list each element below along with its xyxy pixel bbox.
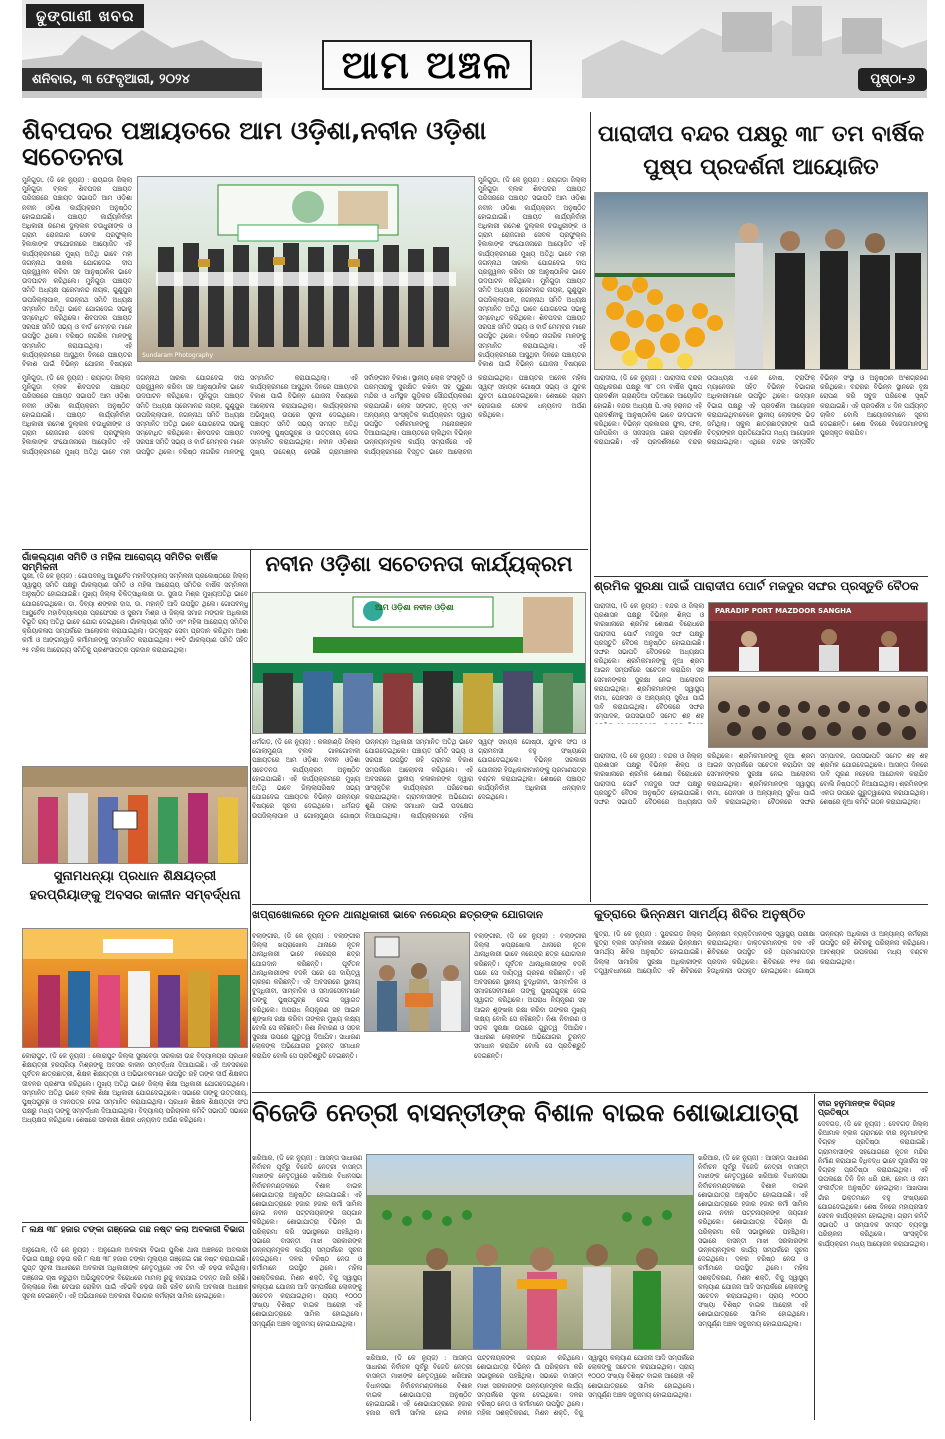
ganja-body: ଅନୁଗୋଳ, (ଡି କେ ନ୍ୟୁଜ) : ଅନୁଗୋଳ ଅବକାରୀ ବିଭାଗ ପୁଲିଶ ଥାନା ଅଞ୍ଚଳରେ ଅବକାରୀ ବିଭାଗ ପକ୍ଷରୁ ଚଢ଼ଉ କରି ୮ ଲକ୍ଷ ୩୮ ହଜାର ଟଙ୍କା ମୂଲ୍ୟର ଗଞ୍ଜେଇ ଗଛ ନଷ୍ଟ କରାଯାଇଛି। ଗୁପ୍ତ ସୂଚନା ଆଧାରରେ ଅବକାରୀ ଅଧିକାରୀଙ୍କ ନେତୃତ୍ୱରେ ଏକ ଟିମ ଏହି ଚଢ଼ଉ କରିଥିଲା। ଗଞ୍ଜେଇ ଚାଷ କରୁଥିବା ଅଭିଯୁକ୍ତଙ୍କ ବିରୋଧରେ ମାମଲା ରୁଜୁ କରାଯାଇ ତଦନ୍ତ ଜାରି ରହିଛି। ଜିଲ୍ଲାରେ ନିଶା ବେପାର ରୋକିବା ପାଇଁ ଏହିଭଳି ଚଢ଼ଉ ଜାରି ରହିବ ବୋଲି ଅବକାରୀ ଅଧୀକ୍ଷକ ସୂଚନା ଦେଇଛନ୍ତି। ଏହି ଅଭିଯାନରେ ଅବକାରୀ ବିଭାଗର କର୍ମଚାରୀ ସାମିଲ ହୋଇଥିଲେ।: [22, 1247, 248, 1301]
page-number: ପୃଷ୍ଠା-୬: [858, 68, 927, 91]
bijd-rally-headline: ବିଜେଡି ନେତ୍ରୀ ବାସନ୍ତୀଙ୍କ ବିଶାଳ ବାଇକ ଶୋଭାଯାତ୍ରା: [252, 1098, 799, 1127]
shramik-body-top: ପାରାଦୀପ, (ଡି କେ ନ୍ୟୁଜ) : ବନ୍ଦର ଓ ଜିଲ୍ଲା ପ୍ରଶାସନ ପକ୍ଷରୁ ବିଭିନ୍ନ ଶିଳ୍ପ ଓ କାରଖାନାରେ ଶ୍ରମିକ ଶୋଷଣ ବିରୋଧରେ ପାରାଦୀପ ପୋର୍ଟ ମଜଦୁର ସଙ୍ଘ ପକ୍ଷରୁ ପ୍ରସ୍ତୁତି ବୈଠକ ଅନୁଷ୍ଠିତ ହୋଇଯାଇଛି। ସଙ୍ଘର ସଭାପତି ବୈଠକରେ ଅଧ୍ୟକ୍ଷତା କରିଥିଲେ। ଶ୍ରମିକମାନଙ୍କୁ ନୂଆ ଶ୍ରମ ଆଇନ ସମ୍ପର୍କରେ ସଚେତନ କରାଯିବା ସହ ସେମାନଙ୍କର ସୁରକ୍ଷା ନେଇ ଆଲୋଚନା କରାଯାଇଥିଲା। ଶ୍ରମିକମାନଙ୍କ ସ୍ୱାସ୍ଥ୍ୟ ବୀମା, ପେନସନ ଓ ଅନ୍ୟାନ୍ୟ ସୁବିଧା ପାଇଁ ଦାବି କରାଯାଇଥିଲା। ବୈଠକରେ ସଙ୍ଘର ସମ୍ପାଦକ, ଉପସଭାପତି ସମେତ ଶହ ଶହ: [594, 603, 704, 721]
rule-horizontal-4: [252, 1092, 928, 1093]
rule-vertical-3: [814, 1094, 815, 1420]
navin-odisha-body: ଧର୍ମଗଡ଼, (ଡି କେ ନ୍ୟୁଜ) : କଳାହାଣ୍ଡି ଜିଲ୍ଲା ଗୋଲାମୁଣ୍ଡା ବ୍ଲକ ଗାଳଗୋବାଳୀ ପଞ୍ଚାୟତରେ ଆମ ଓଡ଼ିଶା ନବୀନ ଓଡ଼ିଶା ସଚେତନତା କାର୍ଯ୍ୟକ୍ରମ ଅନୁଷ୍ଠିତ ହୋଇଯାଇଛି। ଏହି କାର୍ଯ୍ୟକ୍ରମରେ ମୁଖ୍ୟ ଅତିଥି ଭାବେ ଜିଲ୍ଲାପରିଷଦ ସଭ୍ୟ ଯୋଗଦେଇ ପଞ୍ଚାୟତର ବିଭିନ୍ନ ଉନ୍ନୟନ ବିଷୟରେ ସୂଚନା ଦେଇଥିଲେ। ଧର୍ମଗଡ଼ ଉପଜିଲ୍ଲାପାଳ ଓ ଗୋଲାମୁଣ୍ଡା ଗୋଷ୍ଠୀ ଉନ୍ନୟନ ଅଧିକାରୀ ସମ୍ମାନିତ ଅତିଥି ଭାବେ ଯୋଗଦେଇଥିଲେ। ପଞ୍ଚାୟତ ସମିତି ସଭ୍ୟ ଓ ସରପଞ୍ଚ ଉପସ୍ଥିତ ରହି ଗ୍ରାମର ବିକାଶ ସମ୍ପର୍କରେ ଆଲୋଚନା କରିଥିଲେ। ଏହି ଅବସରରେ ସ୍ଥାନୀୟ କଳାକାରଙ୍କ ଦ୍ୱାରା ସାଂସ୍କୃତିକ କାର୍ଯ୍ୟକ୍ରମ ପରିବେଷଣ କରାଯାଇଥିଲା। ଗ୍ରାମବାସୀଙ୍କ ଅଭିଯୋଗ ଶୁଣି ତାହାର ସମାଧାନ ପାଇଁ ପଦକ୍ଷେପ ନିଆଯାଇଥିଲା। କାର୍ଯ୍ୟକ୍ରମରେ ମହିଳା ସ୍ୱୟଂ ସହାୟକ ଗୋଷ୍ଠୀ, ଯୁବକ ସଂଘ ଓ ଗ୍ରାମବାସୀ ବହୁ ସଂଖ୍ୟାରେ ଯୋଗଦେଇଥିଲେ। ବିଭିନ୍ନ ସରକାରୀ ଯୋଜନାର ହିତାଧିକାରୀମାନଙ୍କୁ ପ୍ରମାଣପତ୍ର ବଣ୍ଟନ କରାଯାଇଥିଲା। ଶେଷରେ ପଞ୍ଚାୟତ କାର୍ଯ୍ୟନିର୍ବାହୀ ଅଧିକାରୀ ଧନ୍ୟବାଦ ଦେଇଥିଲେ।: [252, 739, 586, 820]
bijd-rally-body-right: ଖରିଆର, (ଡି କେ ନ୍ୟୁଜ) : ଆସନ୍ତା ସାଧାରଣ ନିର୍ବାଚନ ପୂର୍ବରୁ ବିଜେଡି ନେତ୍ରୀ ବାସନ୍ତୀ ମାଝୀଙ୍କ ନେତୃତ୍ୱରେ ଖରିଆର ବିଧାନସଭା ନିର୍ବାଚନମଣ୍ଡଳୀରେ ବିଶାଳ ବାଇକ ଶୋଭାଯାତ୍ରା ଅନୁଷ୍ଠିତ ହୋଇଯାଇଛି। ଏହି ଶୋଭାଯାତ୍ରାରେ ହଜାର ହଜାର କର୍ମୀ ସାମିଲ ହୋଇ ନବୀନ ପଟ୍ଟନାୟକଙ୍କ ଜୟଗାନ କରିଥିଲେ। ଶୋଭାଯାତ୍ରା ବିଭିନ୍ନ ଗାଁ ପରିକ୍ରମା କରି ସଭାସ୍ଥଳରେ ପହଞ୍ଚିଥିଲା। ସଭାରେ ବାସନ୍ତୀ ମାଝୀ ସରକାରଙ୍କ ଉନ୍ନୟନମୂଳକ କାର୍ଯ୍ୟ ସମ୍ପର୍କରେ ସୂଚନା ଦେଇଥିଲେ। ଦଳର ବରିଷ୍ଠ ନେତା ଓ କର୍ମୀମାନେ ଉପସ୍ଥିତ ଥିଲେ। ମହିଳା ସଶକ୍ତିକରଣ, ମିଶନ ଶକ୍ତି, ବିଜୁ ସ୍ୱାସ୍ଥ୍ୟ କଲ୍ୟାଣ ଯୋଜନା ଆଦି ସମ୍ପର୍କରେ ଲୋକଙ୍କୁ ସଚେତନ କରାଯାଇଥିଲା। ପ୍ରାୟ ୧୦୦୦ ସଂଖ୍ୟା ବିଶିଷ୍ଟ ବାଇକ ଆରୋହୀ ଏହି ଶୋଭାଯାତ୍ରାରେ ସାମିଲ ହୋଇଥିଲେ। ସମ୍ପୂର୍ଣ୍ଣ ଅଞ୍ଚଳ ସବୁଜମୟ ହୋଇଯାଇଥିଲା।: [698, 1155, 808, 1328]
paradip-flower-body: ପାରାଦୀପ, (ଡି କେ ନ୍ୟୁଜ) : ପାରାଦୀପ ବନ୍ଦର ପ୍ରାଧିକରଣ ପକ୍ଷରୁ ୩୮ ତମ ବାର୍ଷିକ ପୁଷ୍ପ ପ୍ରଦର୍ଶନୀ ଗ୍ରାଣ୍ଡିଆ ପଡ଼ିଆରେ ଆୟୋଜିତ ହୋଇଛି। ବନ୍ଦର ଅଧ୍ୟକ୍ଷ ପି.ଏଲ୍ ହରାନନ୍ଦ ଏହି ପ୍ରଦର୍ଶନୀକୁ ଆନୁଷ୍ଠାନିକ ଭାବେ ଉଦଘାଟନ କରିଥିଲେ। ବିଭିନ୍ନ ପ୍ରକାରର ଫୁଲ, ଫଳ, ପନିପରିବା ଓ ସଜସଜ୍ଜା ଗଛର ପ୍ରଦର୍ଶନ କରାଯାଇଛି। ଏହି ପ୍ରଦର୍ଶନୀରେ ବନ୍ଦର ଉପାଧ୍ୟକ୍ଷ ଏ.କେ ବୋଷ, ଟ୍ରାଫିକ୍ ମ୍ୟାନେଜର ସହିତ ବିଭିନ୍ନ ବିଭାଗର ଅଧିକାରୀମାନେ ଉପସ୍ଥିତ ଥିଲେ। ଉଦ୍ୟାନ ବିଭାଗ ପକ୍ଷରୁ ଏହି ପ୍ରଦର୍ଶନୀ ଆୟୋଜନ କରାଯାଇଥିବାବେଳେ ସ୍ଥାନୀୟ ଲୋକଙ୍କ ଭିଡ଼ ଜମିଥିଲା। ସ୍କୁଲ ଛାତ୍ରଛାତ୍ରୀଙ୍କ ପାଇଁ ଚିତ୍ରାଙ୍କନ ପ୍ରତିଯୋଗିତା ମଧ୍ୟ ଆୟୋଜନ କରାଯାଇଥିଲା। ଏଥିରେ ବନ୍ଦର ସମ୍ପର୍କିତ ବିଭିନ୍ନ ସଂସ୍ଥା ଓ ଅନୁଷ୍ଠାନ ଅଂଶଗ୍ରହଣ କରିଥିଲେ। ବନ୍ଦରର ବିଭିନ୍ନ ସ୍ଥାନରେ ବୃକ୍ଷ ରୋପଣ କରି ସବୁଜ ପରିବେଶ ସୃଷ୍ଟି କରାଯାଇଛି। ଏହି ପ୍ରଦର୍ଶନୀ ୪ ଦିନ ପର୍ଯ୍ୟନ୍ତ ଚାଲିବ ବୋଲି ଆୟୋଜକମାନେ ସୂଚନା ଦେଇଛନ୍ତି। ଶେଷ ଦିନରେ ବିଜେତାମାନଙ୍କୁ ପୁରସ୍କୃତ କରାଯିବ।: [594, 375, 928, 447]
sunamadhyama-photo: [22, 928, 248, 1048]
section-title: ଆମ ଅଞ୍ଚଳ: [322, 40, 532, 90]
navin-odisha-headline: ନବୀନ ଓଡ଼ିଶା ସଚେତନତା କାର୍ଯ୍ୟକ୍ରମ: [265, 552, 573, 576]
paradip-flower-headline: ପାରାଦୀପ ବନ୍ଦର ପକ୍ଷରୁ ୩୮ ତମ ବାର୍ଷିକ ପୁଷ୍ପ ପ୍ରଦର୍ଶନୀ ଆୟୋଜିତ: [597, 122, 925, 180]
kuttrarae-body: କୁତ୍ରା, (ଡି କେ ନ୍ୟୁଜ) : ସୁନ୍ଦରଗଡ଼ ଜିଲ୍ଲା କୁତ୍ରା ବ୍ଲକ ସମ୍ମିଳନୀ କକ୍ଷରେ ଭିନ୍ନକ୍ଷମ ସାମର୍ଥ୍ୟ ଶିବିର ଅନୁଷ୍ଠିତ ହୋଇଯାଇଛି। ଜିଲ୍ଲା ସାମାଜିକ ସୁରକ୍ଷା ଅଧିକାରୀଙ୍କ ତତ୍ତ୍ୱାବଧାନରେ ଆୟୋଜିତ ଏହି ଶିବିରରେ ଭିନ୍ନକ୍ଷମ ବ୍ୟକ୍ତିମାନଙ୍କ ସ୍ୱାସ୍ଥ୍ୟ ପରୀକ୍ଷା କରାଯାଇଥିଲା। ଡାକ୍ତରମାନଙ୍କ ଦଳ ଏହି ଶିବିରରେ ଉପସ୍ଥିତ ରହି ପ୍ରମାଣପତ୍ର ପ୍ରଦାନ କରିଥିଲେ। ଶିବିରରେ ୧୨୫ ଜଣ ହିତାଧିକାରୀ ଉପକୃତ ହୋଇଥିଲେ। ଗୋଷ୍ଠୀ ଉନ୍ନୟନ ଅଧିକାରୀ ଓ ଅନ୍ୟାନ୍ୟ କର୍ମଚାରୀ ଉପସ୍ଥିତ ରହି ଶିବିରକୁ ପରିଚାଳନା କରିଥିଲେ। ଆବଶ୍ୟକ ଉପକରଣ ମଧ୍ୟ ବଣ୍ଟନ କରାଯାଇଥିଲା।: [594, 931, 928, 975]
khaprakhol-body-left: ବଲାଙ୍ଗୀର, (ଡି କେ ନ୍ୟୁଜ) : ବଲାଙ୍ଗୀର ଜିଲ୍ଲା ଖପ୍ରାଖୋଲ ଥାନାରେ ନୂତନ ଥାନାଧିକାରୀ ଭାବେ ନରେନ୍ଦ୍ର ଛତ୍ର ଯୋଗଦାନ କରିଛନ୍ତି। ପୂର୍ବତନ ଥାନାଧିକାରୀଙ୍କ ବଦଳି ପରେ ସେ ଦାୟିତ୍ୱ ଗ୍ରହଣ କରିଛନ୍ତି। ଏହି ଅବସରରେ ସ୍ଥାନୀୟ ବୁଦ୍ଧିଜୀବୀ, ସାମ୍ବାଦିକ ଓ ସମାଜସେବୀମାନେ ତାଙ୍କୁ ପୁଷ୍ପଗୁଚ୍ଛ ଦେଇ ସ୍ୱାଗତ କରିଥିଲେ। ଅପରାଧ ନିୟନ୍ତ୍ରଣ ସହ ଆଇନ ଶୃଙ୍ଖଳା ରକ୍ଷା କରିବା ତାଙ୍କର ମୁଖ୍ୟ ଲକ୍ଷ୍ୟ ବୋଲି ସେ କହିଛନ୍ତି। ନିଶା ନିବାରଣ ଓ ସଡ଼କ ସୁରକ୍ଷା ଉପରେ ଗୁରୁତ୍ୱ ଦିଆଯିବ। ସାଧାରଣ ଲୋକଙ୍କ ଅଭିଯୋଗର ତୁରନ୍ତ ସମାଧାନ କରାଯିବ ବୋଲି ସେ ପ୍ରତିଶ୍ରୁତି ଦେଇଛନ୍ତି।: [252, 933, 360, 1060]
hanuman-body: ଦେବଗଡ଼, (ଡି କେ ନ୍ୟୁଜ) : ଦେବଗଡ଼ ଜିଲ୍ଲା ରିଆମାଳ ବ୍ଲକ ଗ୍ରାମରେ ବୀର ହନୁମାନଙ୍କ ବିଗ୍ରହ ପ୍ରତିଷ୍ଠା କରାଯାଇଛି। ଗ୍ରାମବାସୀଙ୍କ ସହଯୋଗରେ ନୂତନ ମନ୍ଦିର ନିର୍ମାଣ କରାଯାଇ ବିଧିବଦ୍ଧ ଭାବେ ପୂଜାର୍ଚ୍ଚନା ସହ ବିଗ୍ରହ ପ୍ରତିଷ୍ଠା କରାଯାଇଥିଲା। ଏହି ଉପଲକ୍ଷେ ତିନି ଦିନ ଧରି ଯଜ୍ଞ, ହୋମ ଓ ନାମ ସଂକୀର୍ତ୍ତନ ଅନୁଷ୍ଠିତ ହୋଇଥିଲା। ଆଖପାଖ ଗାଁର ଭକ୍ତମାନେ ବହୁ ସଂଖ୍ୟାରେ ଯୋଗଦେଇଥିଲେ। ଶେଷ ଦିନରେ ମହାପ୍ରସାଦ ସେବନ କାର୍ଯ୍ୟକ୍ରମ ହୋଇଥିଲା। ଗ୍ରାମ କମିଟି ସଭାପତି ଓ ସମ୍ପାଦକ ସମସ୍ତ ବ୍ୟବସ୍ଥା ପରିଚାଳନା କରିଥିଲେ। ସାଂସ୍କୃତିକ କାର୍ଯ୍ୟକ୍ରମ ମଧ୍ୟ ଆୟୋଜନ କରାଯାଇଥିଲା।: [818, 1121, 928, 1248]
bijd-rally-body-bottom: ଖରିଆର, (ଡି କେ ନ୍ୟୁଜ) : ଆସନ୍ତା ସାଧାରଣ ନିର୍ବାଚନ ପୂର୍ବରୁ ବିଜେଡି ନେତ୍ରୀ ବାସନ୍ତୀ ମାଝୀଙ୍କ ନେତୃତ୍ୱରେ ଖରିଆର ବିଧାନସଭା ନିର୍ବାଚନମଣ୍ଡଳୀରେ ବିଶାଳ ବାଇକ ଶୋଭାଯାତ୍ରା ଅନୁଷ୍ଠିତ ହୋଇଯାଇଛି। ଏହି ଶୋଭାଯାତ୍ରାରେ ହଜାର ହଜାର କର୍ମୀ ସାମିଲ ହୋଇ ନବୀନ ପଟ୍ଟନାୟକଙ୍କ ଜୟଗାନ କରିଥିଲେ। ଶୋଭାଯାତ୍ରା ବିଭିନ୍ନ ଗାଁ ପରିକ୍ରମା କରି ସଭାସ୍ଥଳରେ ପହଞ୍ଚିଥିଲା। ସଭାରେ ବାସନ୍ତୀ ମାଝୀ ସରକାରଙ୍କ ଉନ୍ନୟନମୂଳକ କାର୍ଯ୍ୟ ସମ୍ପର୍କରେ ସୂଚନା ଦେଇଥିଲେ। ଦଳର ବରିଷ୍ଠ ନେତା ଓ କର୍ମୀମାନେ ଉପସ୍ଥିତ ଥିଲେ। ମହିଳା ସଶକ୍ତିକରଣ, ମିଶନ ଶକ୍ତି, ବିଜୁ ସ୍ୱାସ୍ଥ୍ୟ କଲ୍ୟାଣ ଯୋଜନା ଆଦି ସମ୍ପର୍କରେ ଲୋକଙ୍କୁ ସଚେତନ କରାଯାଇଥିଲା। ପ୍ରାୟ ୧୦୦୦ ସଂଖ୍ୟା ବିଶିଷ୍ଟ ବାଇକ ଆରୋହୀ ଏହି ଶୋଭାଯାତ୍ରାରେ ସାମିଲ ହୋଇଥିଲେ। ସମ୍ପୂର୍ଣ୍ଣ ଅଞ୍ଚଳ ସବୁଜମୟ ହୋଇଯାଇଥିଲା।: [366, 1355, 694, 1418]
shramik-photo-top: [708, 602, 928, 672]
khaprakhol-headline: ଖପ୍ରାଖୋଲରେ ନୂତନ ଥାନାଧିକାରୀ ଭାବେ ନରେନ୍ଦ୍ର ଛତ୍ରଙ୍କ ଯୋଗଦାନ: [252, 909, 544, 921]
ganja-headline: ୮ ଲକ୍ଷ ୩୮ ହଜାର ଟଙ୍କା ଗଞ୍ଜେଇ ଗଛ ନଷ୍ଟ କଲା ଅବକାରୀ ବିଭାଗ: [22, 1225, 245, 1235]
hanuman-headline: ବୀର ହନୁମାନଙ୍କ ବିଗ୍ରହ ପ୍ରତିଷ୍ଠା: [818, 1099, 896, 1117]
gaonkalyan-headline: ଗାଁକଲ୍ୟାଣ ସମିତି ଓ ମହିଳା ଆରୋଗ୍ୟ ସମିତିର ବାର୍ଷିକ ସମ୍ମିଳନୀ: [22, 552, 218, 574]
shramik-body-bottom: ପାରାଦୀପ, (ଡି କେ ନ୍ୟୁଜ) : ବନ୍ଦର ଓ ଜିଲ୍ଲା ପ୍ରଶାସନ ପକ୍ଷରୁ ବିଭିନ୍ନ ଶିଳ୍ପ ଓ କାରଖାନାରେ ଶ୍ରମିକ ଶୋଷଣ ବିରୋଧରେ ପାରାଦୀପ ପୋର୍ଟ ମଜଦୁର ସଙ୍ଘ ପକ୍ଷରୁ ପ୍ରସ୍ତୁତି ବୈଠକ ଅନୁଷ୍ଠିତ ହୋଇଯାଇଛି। ସଙ୍ଘର ସଭାପତି ବୈଠକରେ ଅଧ୍ୟକ୍ଷତା କରିଥିଲେ। ଶ୍ରମିକମାନଙ୍କୁ ନୂଆ ଶ୍ରମ ଆଇନ ସମ୍ପର୍କରେ ସଚେତନ କରାଯିବା ସହ ସେମାନଙ୍କର ସୁରକ୍ଷା ନେଇ ଆଲୋଚନା କରାଯାଇଥିଲା। ଶ୍ରମିକମାନଙ୍କ ସ୍ୱାସ୍ଥ୍ୟ ବୀମା, ପେନସନ ଓ ଅନ୍ୟାନ୍ୟ ସୁବିଧା ପାଇଁ ଦାବି କରାଯାଇଥିଲା। ବୈଠକରେ ସଙ୍ଘର ସମ୍ପାଦକ, ଉପସଭାପତି ସମେତ ଶହ ଶହ ଶ୍ରମିକ ଯୋଗଦେଇଥିଲେ। ଆସନ୍ତା ଦିନରେ ଦାବି ପୂରଣ ନହେଲେ ଆନ୍ଦୋଳନ କରାଯିବ ବୋଲି ନିଷ୍ପତ୍ତି ନିଆଯାଇଥିଲା। ଶ୍ରମିକଙ୍କ ଏକତା ଉପରେ ଗୁରୁତ୍ୱାରୋପ କରାଯାଇଥିଲା। ଶେଷରେ ନୂଆ କମିଟି ଗଠନ କରାଯାଇଥିଲା।: [594, 753, 928, 807]
shivapadar-body-col1: ମୁନିଗୁଡ଼ା, (ଡି କେ ନ୍ୟୁଜ) : ରାୟଗଡ଼ା ଜିଲ୍ଲା ମୁନିଗୁଡ଼ା ବ୍ଲକ ଶିବପଦର ପଞ୍ଚାୟତ ପରିସରରେ ପଞ୍ଚାୟତ ସଭାପତି ଆମ ଓଡ଼ିଶା ନବୀନ ଓଡ଼ିଶା କାର୍ଯ୍ୟକ୍ରମ ଅନୁଷ୍ଠିତ ହୋଇଯାଇଛି। ପଞ୍ଚାୟତ କାର୍ଯ୍ୟନିର୍ବାହୀ ଅଧିକାରୀ ରମେଶ ଦୁଲ୍ଲକ ଚଉଧୁରୀଙ୍କ ଓ ଗ୍ରାମ ରୋଜଗାର ସେବକ ପ୍ରଫୁଲ୍ଲ ହିକାକାଙ୍କ ସଂଯୋଜନାରେ ଆୟୋଜିତ ଏହି କାର୍ଯ୍ୟକ୍ରମରେ ମୁଖ୍ୟ ଅତିଥି ଭାବେ ମହୀ ଜଗନ୍ନାଥ ସାରକା ଯୋଗଦେଇ ଦୀପ ପ୍ରଜ୍ଜ୍ୱଳନ କରିବା ସହ ଆନୁଷ୍ଠାନିକ ଭାବେ ଉଦଘାଟନ କରିଥିଲେ। ମୁନିଗୁଡ଼ା ପଞ୍ଚାୟତ ସମିତି ଅଧ୍ୟକ୍ଷ ପ୍ରେମାନନ୍ଦ ନାୟକ, ଗୁଣୁପୁର ଉପଜିଲ୍ଲାପାଳ, ଜଗନ୍ନାଥ ସମିତି ଅଧ୍ୟକ୍ଷ ସମ୍ମାନିତ ଅତିଥି ଭାବେ ଯୋଗଦେଇ ସଭାକୁ ସମ୍ବୋଧିତ କରିଥିଲେ। ଶିବପଦର ପଞ୍ଚାୟତ ସରପଞ୍ଚ ସମିତି ସଭ୍ୟ ଓ ବାର୍ଡ ମେମ୍ବର ମାନେ ଉପସ୍ଥିତ ଥିଲେ। ବରିଷ୍ଠ ନାଗରିକ ମାନଙ୍କୁ ସମ୍ମାନିତ କରାଯାଇଥିଲା। ଏହି କାର୍ଯ୍ୟକ୍ରମରେ ଆସୁଥିବା ଦିନରେ ପଞ୍ଚାୟତର ବିକାଶ ପାଇଁ ବିଭିନ୍ନ ଯୋଜନା ବିଷୟରେ: [22, 177, 132, 369]
gaonkalyan-body: ପୁରୀ, (ଡି କେ ନ୍ୟୁଜ) : ଗୋପବନ୍ଧୁ ଆୟୁର୍ବେଦ ମହାବିଦ୍ୟାଳୟ ସମ୍ମିଳନୀ ପ୍ରକୋଷ୍ଠରେ ଜିଲ୍ଲା ସ୍ୱାସ୍ଥ୍ୟ ସମିତି ପକ୍ଷରୁ ଗାଁକଲ୍ୟାଣ ସମିତି ଓ ମହିଳା ଆରୋଗ୍ୟ ସମିତିର ବାର୍ଷିକ ସମ୍ମିଳନୀ ଅନୁଷ୍ଠିତ ହୋଇଯାଇଛି। ମୁଖ୍ୟ ଜିଲ୍ଲା ଚିକିତ୍ସାଧିକାରୀ ଡା. ସୁଜାତା ମିଶ୍ର ମୁଖ୍ୟଅତିଥି ଭାବେ ଯୋଗଦେଇଥିଲେ। ଡା. ଦିବ୍ୟା ଶଙ୍କର ଦାସ, ଡା. ମହାନ୍ତି ଆଦି ଉପସ୍ଥିତ ଥିଲେ। ଗୋପବନ୍ଧୁ ଆୟୁର୍ବେଦ ମହାବିଦ୍ୟାଳୟର ପ୍ରଫେସର ଓ ସୁରମା ମିଶ୍ର ଓ ଜିଲ୍ଲା ସମାଜ ମଙ୍ଗଳ ଅଧିକାରୀ ବିଭୂତି ରାୟ ଅତିଥି ଭାବେ ଯୋଗ ଦେଇଥିଲେ। ଗାଁକଲ୍ୟାଣ ସମିତି ଏବଂ ମହିଳା ଆରୋଗ୍ୟ ସମିତିର କ୍ରିୟାକଳାପ ସମ୍ପର୍କରେ ଆଲୋଚନା କରାଯାଇଥିଲା। ଉତ୍କୃଷ୍ଟ ସେବା ପ୍ରଦାନ କରିଥିବା ଆଶା କର୍ମୀ ଓ ଆଙ୍ଗନୱାଡ଼ି କର୍ମୀମାନଙ୍କୁ ସମ୍ମାନିତ କରାଯାଇଥିଲା। ୧୧ଟି ଗାଁକଲ୍ୟାଣ ସମିତି ସହିତ ୨୫ ମହିଳା ଆରୋଗ୍ୟ ସମିତିକୁ ପ୍ରଶଂସାପତ୍ର ପ୍ରଦାନ କରାଯାଇଥିଲା।: [22, 573, 248, 654]
shramik-photo-crowd: [708, 676, 928, 748]
khaprakhol-body-right: ବଲାଙ୍ଗୀର, (ଡି କେ ନ୍ୟୁଜ) : ବଲାଙ୍ଗୀର ଜିଲ୍ଲା ଖପ୍ରାଖୋଲ ଥାନାରେ ନୂତନ ଥାନାଧିକାରୀ ଭାବେ ନରେନ୍ଦ୍ର ଛତ୍ର ଯୋଗଦାନ କରିଛନ୍ତି। ପୂର୍ବତନ ଥାନାଧିକାରୀଙ୍କ ବଦଳି ପରେ ସେ ଦାୟିତ୍ୱ ଗ୍ରହଣ କରିଛନ୍ତି। ଏହି ଅବସରରେ ସ୍ଥାନୀୟ ବୁଦ୍ଧିଜୀବୀ, ସାମ୍ବାଦିକ ଓ ସମାଜସେବୀମାନେ ତାଙ୍କୁ ପୁଷ୍ପଗୁଚ୍ଛ ଦେଇ ସ୍ୱାଗତ କରିଥିଲେ। ଅପରାଧ ନିୟନ୍ତ୍ରଣ ସହ ଆଇନ ଶୃଙ୍ଖଳା ରକ୍ଷା କରିବା ତାଙ୍କର ମୁଖ୍ୟ ଲକ୍ଷ୍ୟ ବୋଲି ସେ କହିଛନ୍ତି। ନିଶା ନିବାରଣ ଓ ସଡ଼କ ସୁରକ୍ଷା ଉପରେ ଗୁରୁତ୍ୱ ଦିଆଯିବ। ସାଧାରଣ ଲୋକଙ୍କ ଅଭିଯୋଗର ତୁରନ୍ତ ସମାଧାନ କରାଯିବ ବୋଲି ସେ ପ୍ରତିଶ୍ରୁତି ଦେଇଛନ୍ତି।: [474, 933, 586, 1060]
rule-horizontal-1: [22, 549, 588, 550]
kuttrarae-headline: କୁତ୍ରାରେ ଭିନ୍ନକ୍ଷମ ସାମର୍ଥ୍ୟ ଶିବିର ଅନୁଷ୍ଠିତ: [594, 907, 806, 921]
shramik-banner: PARADIP PORT MAZDOOR SANGHA: [715, 607, 852, 615]
shivapadar-body-col3: ମୁନିଗୁଡ଼ା, (ଡି କେ ନ୍ୟୁଜ) : ରାୟଗଡ଼ା ଜିଲ୍ଲା ମୁନିଗୁଡ଼ା ବ୍ଲକ ଶିବପଦର ପଞ୍ଚାୟତ ପରିସରରେ ପଞ୍ଚାୟତ ସଭାପତି ଆମ ଓଡ଼ିଶା ନବୀନ ଓଡ଼ିଶା କାର୍ଯ୍ୟକ୍ରମ ଅନୁଷ୍ଠିତ ହୋଇଯାଇଛି। ପଞ୍ଚାୟତ କାର୍ଯ୍ୟନିର୍ବାହୀ ଅଧିକାରୀ ରମେଶ ଦୁଲ୍ଲକ ଚଉଧୁରୀଙ୍କ ଓ ଗ୍ରାମ ରୋଜଗାର ସେବକ ପ୍ରଫୁଲ୍ଲ ହିକାକାଙ୍କ ସଂଯୋଜନାରେ ଆୟୋଜିତ ଏହି କାର୍ଯ୍ୟକ୍ରମରେ ମୁଖ୍ୟ ଅତିଥି ଭାବେ ମହୀ ଜଗନ୍ନାଥ ସାରକା ଯୋଗଦେଇ ଦୀପ ପ୍ରଜ୍ଜ୍ୱଳନ କରିବା ସହ ଆନୁଷ୍ଠାନିକ ଭାବେ ଉଦଘାଟନ କରିଥିଲେ। ମୁନିଗୁଡ଼ା ପଞ୍ଚାୟତ ସମିତି ଅଧ୍ୟକ୍ଷ ପ୍ରେମାନନ୍ଦ ନାୟକ, ଗୁଣୁପୁର ଉପଜିଲ୍ଲାପାଳ, ଜଗନ୍ନାଥ ସମିତି ଅଧ୍ୟକ୍ଷ ସମ୍ମାନିତ ଅତିଥି ଭାବେ ଯୋଗଦେଇ ସଭାକୁ ସମ୍ବୋଧିତ କରିଥିଲେ। ଶିବପଦର ପଞ୍ଚାୟତ ସରପଞ୍ଚ ସମିତି ସଭ୍ୟ ଓ ବାର୍ଡ ମେମ୍ବର ମାନେ ଉପସ୍ଥିତ ଥିଲେ। ବରିଷ୍ଠ ନାଗରିକ ମାନଙ୍କୁ ସମ୍ମାନିତ କରାଯାଇଥିଲା। ଏହି କାର୍ଯ୍ୟକ୍ରମରେ ଆସୁଥିବା ଦିନରେ ପଞ୍ଚାୟତର ବିକାଶ ପାଇଁ ବିଭିନ୍ନ ଯୋଜନା ବିଷୟରେ ଆଲୋଚନା କରାଯାଇଥିଲା। କାର୍ଯ୍ୟକ୍ରମର ଅଭିମୁଖ୍ୟ ଉପରେ ସୂଚନା ଦେଇଥିଲେ। ପଞ୍ଚାୟତ ସମିତି ସଭ୍ୟ ସମସ୍ତ ଅତିଥି ମାନଙ୍କୁ ପୁଷ୍ପଗୁଚ୍ଛ ଓ ଉତ୍ତରୀୟ ଦେଇ ସମ୍ମାନିତ କରାଯାଇଥିଲା। ନବୀନ ଓଡ଼ିଶାର ମୁଖ୍ୟ ଉଦ୍ଦେଶ୍ୟ ହେଉଛି ଗ୍ରାମାଞ୍ଚଳର ସର୍ବାଙ୍ଗୀନ ବିକାଶ। ସ୍ଥାନୀୟ ଲୋକ ସଂସ୍କୃତି ଓ ପରମ୍ପରାକୁ ସୁରକ୍ଷିତ ରଖିବା ସହ ପୁରୁଣା ମନ୍ଦିର ଓ ଧର୍ମସ୍ଥଳ ଗୁଡ଼ିକର ସୌନ୍ଦର୍ଯ୍ୟକରଣ କରାଯାଉଛି। ଲୋକ ସଙ୍ଗୀତ, ନୃତ୍ୟ ଏବଂ ଅନ୍ୟାନ୍ୟ ସାଂସ୍କୃତିକ କାର୍ଯ୍ୟକ୍ରମ ଦ୍ୱାରା ଉପସ୍ଥିତ ଦର୍ଶକମାନଙ୍କୁ ମନୋରଞ୍ଜନ ଦିଆଯାଇଥିଲା। ପଞ୍ଚାୟତରେ ଚାଲିଥିବା ବିଭିନ୍ନ ଉନ୍ନୟନମୂଳକ କାର୍ଯ୍ୟ ସମ୍ପର୍କରେ ଏହି କାର୍ଯ୍ୟକ୍ରମରେ ବିସ୍ତୃତ ଭାବେ ଆଲୋଚନା କରାଯାଇଥିଲା। ପଞ୍ଚାୟତର ଅନେକ ମହିଳା ସ୍ୱୟଂ ସହାୟକ ଗୋଷ୍ଠୀ ସଭ୍ୟ ଓ ଯୁବକ ଯୁବତୀ ଯୋଗଦେଇଥିଲେ। ଶେଷରେ ଗ୍ରାମ ରୋଜଗାର ସେବକ ଧନ୍ୟବାଦ ଅର୍ପଣ କରିଥିଲେ।: [22, 375, 586, 456]
photo-credit: Sundaram Photography: [142, 352, 214, 359]
sunamadhyama-body: କୋରାପୁଟ, (ଡି କେ ନ୍ୟୁଜ) : କୋରାପୁଟ ଜିଲ୍ଲା ସୁନାବେଡ଼ା ସରକାରୀ ଉଚ୍ଚ ବିଦ୍ୟାଳୟର ପ୍ରଧାନ ଶିକ୍ଷୟତ୍ରୀ ହରପ୍ରିୟା ମିଶ୍ରଙ୍କୁ ଅବସର କାଳୀନ ସମ୍ବର୍ଦ୍ଧନା ଦିଆଯାଇଛି। ଏହି ଅବସରରେ ପୂର୍ବତନ ଛାତ୍ରଛାତ୍ରୀ, ଶିକ୍ଷକ ଶିକ୍ଷୟତ୍ରୀ ଓ ଅଭିଭାବକମାନେ ଉପସ୍ଥିତ ରହି ତାଙ୍କ ଦୀର୍ଘ ଶିକ୍ଷକତା ଜୀବନର ପ୍ରଶଂସା କରିଥିଲେ। ମୁଖ୍ୟ ଅତିଥି ଭାବେ ଜିଲ୍ଲା ଶିକ୍ଷା ଅଧିକାରୀ ଯୋଗଦେଇଥିଲେ। ସମ୍ମାନିତ ଅତିଥି ଭାବେ ବ୍ଲକ ଶିକ୍ଷା ଅଧିକାରୀ ଯୋଗଦେଇଥିଲେ। ସଭାରେ ତାଙ୍କୁ ଉତ୍ତରୀୟ, ପୁଷ୍ପଗୁଚ୍ଛ ଓ ମାନପତ୍ର ଦେଇ ସମ୍ମାନିତ କରାଯାଇଥିଲା। ପ୍ରଧାନ ଶିକ୍ଷକ ଶିକ୍ଷୟତ୍ରୀ ସଂଘ ପକ୍ଷରୁ ମଧ୍ୟ ତାଙ୍କୁ ସମ୍ବର୍ଦ୍ଧନା ଦିଆଯାଇଥିଲା। ବିଦ୍ୟାଳୟ ପରିଚାଳନା କମିଟି ସଭାପତି ସଭାରେ ଅଧ୍ୟକ୍ଷତା କରିଥିଲେ। ଶେଷରେ ସହକାରୀ ଶିକ୍ଷକ ଧନ୍ୟବାଦ ଅର୍ପଣ କରିଥିଲେ।: [22, 1053, 248, 1125]
rule-vertical-2: [250, 549, 251, 1421]
sunamadhyama-headline: ସୁନାମଧନ୍ୟା ପ୍ରଧାନ ଶିକ୍ଷୟତ୍ରୀ ହରପ୍ରିୟାଙ୍କୁ ଅବସର କାଳୀନ ସମ୍ବର୍ଦ୍ଧନା: [29, 869, 241, 903]
khaprakhol-photo: [364, 932, 470, 1032]
bijd-rally-photo: [366, 1154, 694, 1350]
rule-horizontal-5: [22, 1222, 248, 1223]
rule-horizontal-2: [594, 576, 928, 577]
rule-horizontal-3: [252, 904, 928, 905]
newspaper-brand: ଢୁଙ୍ଗାଣୀ ଖବର: [26, 4, 144, 28]
dateline: ଶନିବାର, ୩ ଫେବୃଆରୀ, ୨୦୨୪: [22, 68, 262, 91]
shivapadar-headline: ଶିବପଦର ପଞ୍ଚାୟତରେ ଆମ ଓଡ଼ିଶା,ନବୀନ ଓଡ଼ିଶା ସଚେତନତା: [22, 116, 487, 172]
gaonkalyan-photo: [22, 766, 248, 864]
shivapadar-photo: [137, 176, 475, 362]
navin-odisha-banner-text: ଆମ ଓଡ଼ିଶା ନବୀନ ଓଡ଼ିଶା: [375, 603, 454, 612]
shivapadar-body-col2: ମୁନିଗୁଡ଼ା, (ଡି କେ ନ୍ୟୁଜ) : ରାୟଗଡ଼ା ଜିଲ୍ଲା ମୁନିଗୁଡ଼ା ବ୍ଲକ ଶିବପଦର ପଞ୍ଚାୟତ ପରିସରରେ ପଞ୍ଚାୟତ ସଭାପତି ଆମ ଓଡ଼ିଶା ନବୀନ ଓଡ଼ିଶା କାର୍ଯ୍ୟକ୍ରମ ଅନୁଷ୍ଠିତ ହୋଇଯାଇଛି। ପଞ୍ଚାୟତ କାର୍ଯ୍ୟନିର୍ବାହୀ ଅଧିକାରୀ ରମେଶ ଦୁଲ୍ଲକ ଚଉଧୁରୀଙ୍କ ଓ ଗ୍ରାମ ରୋଜଗାର ସେବକ ପ୍ରଫୁଲ୍ଲ ହିକାକାଙ୍କ ସଂଯୋଜନାରେ ଆୟୋଜିତ ଏହି କାର୍ଯ୍ୟକ୍ରମରେ ମୁଖ୍ୟ ଅତିଥି ଭାବେ ମହୀ ଜଗନ୍ନାଥ ସାରକା ଯୋଗଦେଇ ଦୀପ ପ୍ରଜ୍ଜ୍ୱଳନ କରିବା ସହ ଆନୁଷ୍ଠାନିକ ଭାବେ ଉଦଘାଟନ କରିଥିଲେ। ମୁନିଗୁଡ଼ା ପଞ୍ଚାୟତ ସମିତି ଅଧ୍ୟକ୍ଷ ପ୍ରେମାନନ୍ଦ ନାୟକ, ଗୁଣୁପୁର ଉପଜିଲ୍ଲାପାଳ, ଜଗନ୍ନାଥ ସମିତି ଅଧ୍ୟକ୍ଷ ସମ୍ମାନିତ ଅତିଥି ଭାବେ ଯୋଗଦେଇ ସଭାକୁ ସମ୍ବୋଧିତ କରିଥିଲେ। ଶିବପଦର ପଞ୍ଚାୟତ ସରପଞ୍ଚ ସମିତି ସଭ୍ୟ ଓ ବାର୍ଡ ମେମ୍ବର ମାନେ ଉପସ୍ଥିତ ଥିଲେ। ବରିଷ୍ଠ ନାଗରିକ ମାନଙ୍କୁ ସମ୍ମାନିତ କରାଯାଇଥିଲା। ଏହି କାର୍ଯ୍ୟକ୍ରମରେ ଆସୁଥିବା ଦିନରେ ପଞ୍ଚାୟତର ବିକାଶ ପାଇଁ ବିଭିନ୍ନ ଯୋଜନା ବିଷୟରେ: [478, 177, 586, 369]
bijd-rally-body-left: ଖରିଆର, (ଡି କେ ନ୍ୟୁଜ) : ଆସନ୍ତା ସାଧାରଣ ନିର୍ବାଚନ ପୂର୍ବରୁ ବିଜେଡି ନେତ୍ରୀ ବାସନ୍ତୀ ମାଝୀଙ୍କ ନେତୃତ୍ୱରେ ଖରିଆର ବିଧାନସଭା ନିର୍ବାଚନମଣ୍ଡଳୀରେ ବିଶାଳ ବାଇକ ଶୋଭାଯାତ୍ରା ଅନୁଷ୍ଠିତ ହୋଇଯାଇଛି। ଏହି ଶୋଭାଯାତ୍ରାରେ ହଜାର ହଜାର କର୍ମୀ ସାମିଲ ହୋଇ ନବୀନ ପଟ୍ଟନାୟକଙ୍କ ଜୟଗାନ କରିଥିଲେ। ଶୋଭାଯାତ୍ରା ବିଭିନ୍ନ ଗାଁ ପରିକ୍ରମା କରି ସଭାସ୍ଥଳରେ ପହଞ୍ଚିଥିଲା। ସଭାରେ ବାସନ୍ତୀ ମାଝୀ ସରକାରଙ୍କ ଉନ୍ନୟନମୂଳକ କାର୍ଯ୍ୟ ସମ୍ପର୍କରେ ସୂଚନା ଦେଇଥିଲେ। ଦଳର ବରିଷ୍ଠ ନେତା ଓ କର୍ମୀମାନେ ଉପସ୍ଥିତ ଥିଲେ। ମହିଳା ସଶକ୍ତିକରଣ, ମିଶନ ଶକ୍ତି, ବିଜୁ ସ୍ୱାସ୍ଥ୍ୟ କଲ୍ୟାଣ ଯୋଜନା ଆଦି ସମ୍ପର୍କରେ ଲୋକଙ୍କୁ ସଚେତନ କରାଯାଇଥିଲା। ପ୍ରାୟ ୧୦୦୦ ସଂଖ୍ୟା ବିଶିଷ୍ଟ ବାଇକ ଆରୋହୀ ଏହି ଶୋଭାଯାତ୍ରାରେ ସାମିଲ ହୋଇଥିଲେ। ସମ୍ପୂର୍ଣ୍ଣ ଅଞ୍ଚଳ ସବୁଜମୟ ହୋଇଯାଇଥିଲା।: [252, 1155, 362, 1328]
navin-odisha-photo: [252, 592, 586, 734]
masthead: [22, 0, 927, 98]
shramik-headline: ଶ୍ରମିକ ସୁରକ୍ଷା ପାଇଁ ପାରାଦୀପ ପୋର୍ଟ ମଜଦୁର ସଙ୍ଘର ପ୍ରସ୍ତୁତି ବୈଠକ: [594, 579, 919, 593]
rule-vertical-1: [590, 112, 591, 902]
paradip-flower-photo: [594, 192, 928, 370]
